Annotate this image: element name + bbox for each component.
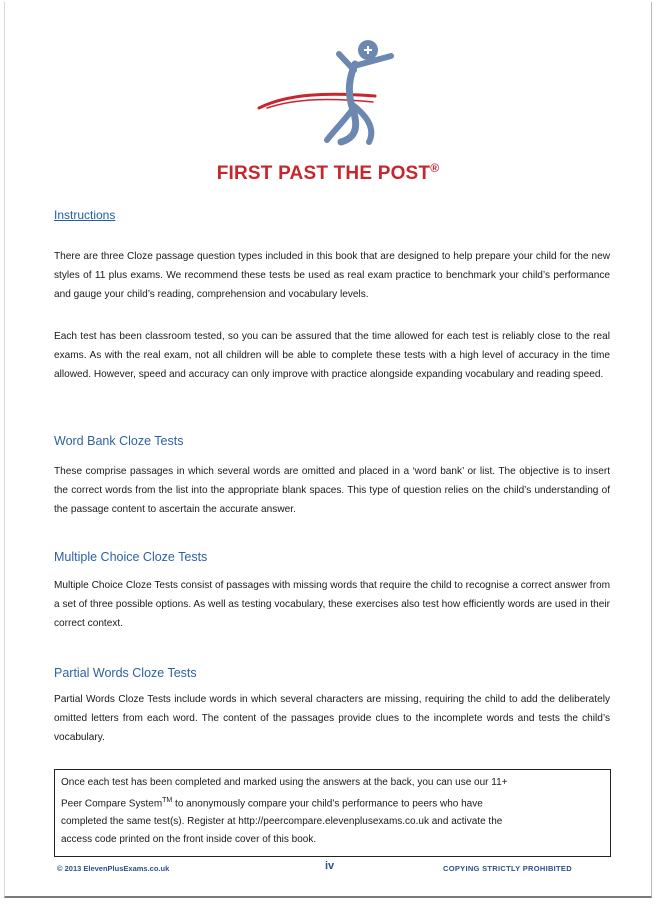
instructions-paragraph-1: There are three Cloze passage question types included in this book that are designed to help prepare your child for the new styles of 11 plus exams. We recommend these tests be used as real exam practice to benchmark your child’s performance and gauge your child’s reading, comprehension and vocabulary levels. [54,251,610,300]
section-text-word-bank: These comprise passages in which several words are omitted and placed in a ‘word bank’ or list. The objective is to insert the correct words from the list into the appropriate blank spaces. This type of question relies on the child’s understanding of the passage content to ascertain the accurate answer. [54,466,610,515]
trademark: TM [162,797,173,804]
brand-title [5,163,651,185]
section-text-multiple-choice: Multiple Choice Cloze Tests consist of passages with missing words that require the child to recognise a correct answer from a set of three possible options. As well as testing vocabulary, these exercises also test how efficiently words are used in their correct context. [54,580,610,629]
peer-compare-callout [54,769,611,857]
callout-line-2: Peer Compare System™ to anonymously compare your child’s performance to peers who have [61,797,483,810]
first-past-the-post-logo [257,36,397,148]
callout-line-1: Once each test has been completed and marked using the answers at the back, you can use our 11+ [61,777,508,788]
footer-copyright: © 2013 ElevenPlusExams.co.uk [57,864,170,873]
section-text-partial-words: Partial Words Cloze Tests include words in which several characters are missing, requiring the child to add the deliberately omitted letters from each word. The content of the passages provide clues to the incomplete words and tests the child’s vocabulary. [54,694,610,743]
instructions-paragraph-2: Each test has been classroom tested, so you can be assured that the time allowed for each test is reliably close to the real exams. As with the real exam, not all children will be able to complete these tests with a high level of accuracy in the time allowed. However, speed and accuracy can only improve with practice alongside expanding vocabulary and reading speed. [54,331,610,380]
callout-line-3: completed the same test(s). Register at http://peercompare.elevenplusexams.co.uk and activate the [61,816,503,828]
footer-notice: COPYING STRICTLY PROHIBITED [443,864,572,873]
document-page [4,2,652,898]
section-heading-word-bank: Word Bank Cloze Tests [54,434,184,448]
brand-name: FIRST PAST THE POST [216,163,431,184]
section-heading-multiple-choice: Multiple Choice Cloze Tests [54,550,208,564]
registered-mark: ® [430,161,440,175]
instructions-heading: Instructions [54,208,116,222]
section-heading-partial-words: Partial Words Cloze Tests [54,666,197,680]
footer-page-number: iv [325,860,335,872]
callout-line-4: access code printed on the front inside cover of this book. [61,834,317,846]
